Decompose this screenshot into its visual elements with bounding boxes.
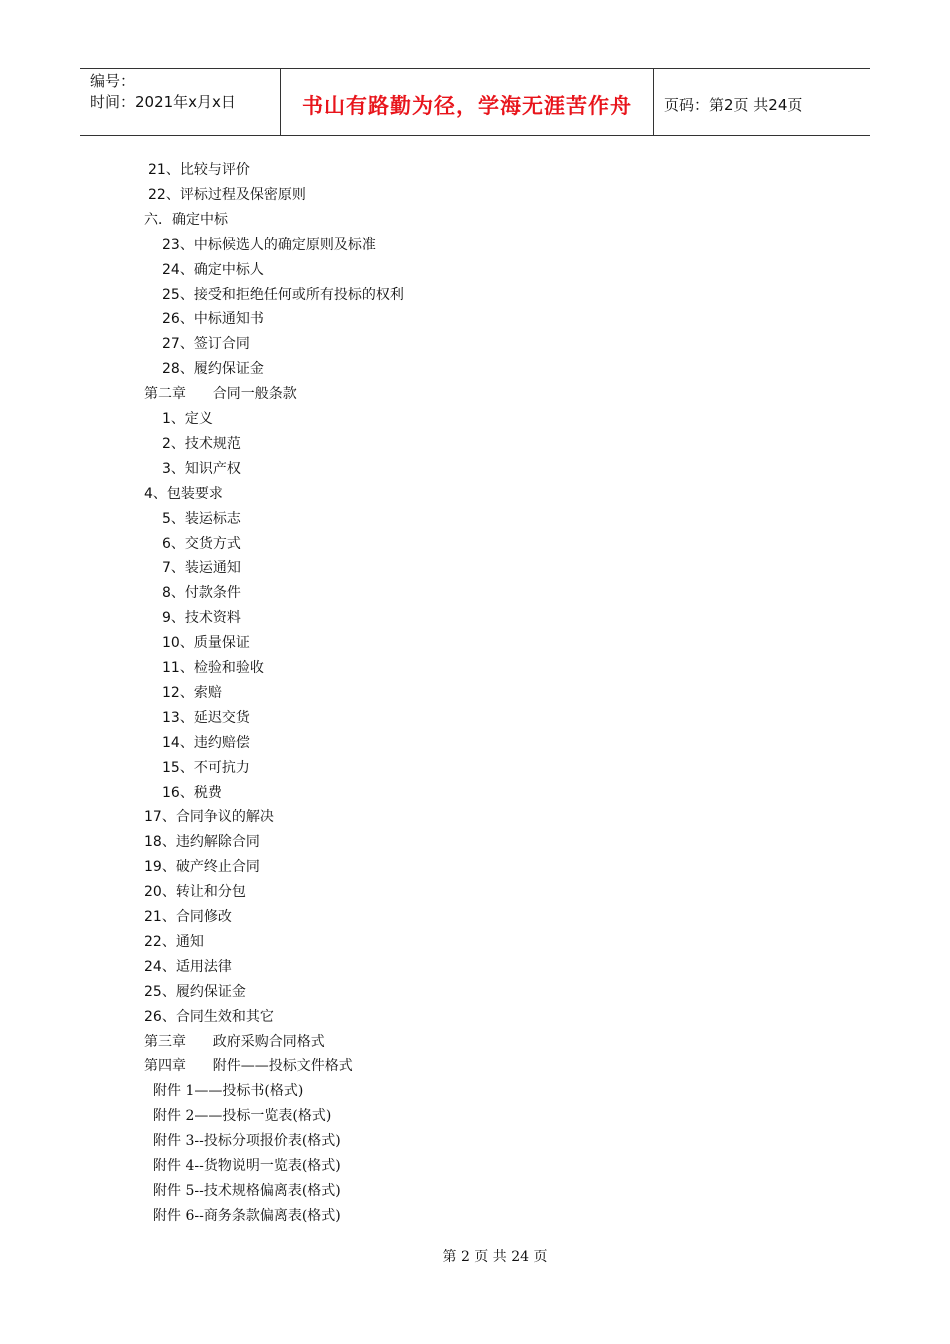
toc-item-title: 技术规范	[184, 435, 241, 452]
toc-item-number: 20	[144, 884, 162, 901]
toc-item-number: 5	[162, 510, 171, 527]
toc-item	[162, 581, 241, 605]
toc-item-title: 中标候选人的确定原则及标准	[193, 236, 376, 253]
toc-item	[144, 980, 246, 1004]
toc-item	[144, 805, 274, 829]
toc-item	[144, 855, 260, 879]
toc-item-separator: 、	[179, 361, 194, 378]
toc-item	[153, 1204, 341, 1228]
toc-item-title: 装运通知	[184, 560, 241, 577]
toc-item-number: 8	[162, 585, 171, 602]
toc-item-separator: 、	[161, 933, 176, 950]
toc-item	[148, 158, 250, 182]
toc-item	[148, 183, 306, 207]
toc-item-number: 13	[162, 709, 180, 726]
toc-item-number: 16	[162, 784, 180, 801]
toc-item-separator: 、	[170, 535, 185, 552]
toc-item-title: 付款条件	[184, 585, 241, 602]
toc-item-separator: 、	[179, 709, 194, 726]
toc-item-title: 交货方式	[184, 535, 241, 552]
toc-item	[144, 930, 204, 954]
toc-item	[162, 507, 241, 531]
toc-item-number: 3	[162, 460, 171, 477]
toc-item	[144, 382, 297, 406]
toc-item-title: 附件 1——投标书(格式)	[153, 1083, 304, 1100]
toc-item	[162, 307, 264, 331]
toc-item-title: 第四章 附件——投标文件格式	[144, 1058, 353, 1075]
toc-item-separator: 、	[179, 734, 194, 751]
toc-item-separator: 、	[179, 311, 194, 328]
toc-item-separator: 、	[170, 560, 185, 577]
toc-item-number: 26	[144, 1008, 162, 1025]
toc-item-number: 22	[148, 186, 166, 203]
toc-item-separator: 、	[179, 635, 194, 652]
toc-item	[162, 332, 250, 356]
toc-item-number: 24	[162, 261, 180, 278]
toc-item-separator: 、	[170, 510, 185, 527]
header-meta-cell	[80, 69, 281, 135]
toc-item-number: 24	[144, 958, 162, 975]
toc-item-number: 14	[162, 734, 180, 751]
toc-item-separator: 、	[170, 460, 185, 477]
toc-item-separator: 、	[179, 286, 194, 303]
toc-item-separator: 、	[161, 859, 176, 876]
toc-item-number: 17	[144, 809, 162, 826]
toc-item-title: 定义	[184, 411, 213, 427]
toc-item-title: 知识产权	[184, 460, 241, 477]
toc-item	[162, 731, 250, 755]
toc-item-number: 25	[144, 983, 162, 1000]
toc-item-title: 履约保证金	[193, 361, 264, 378]
toc-item-title: 合同生效和其它	[175, 1008, 274, 1025]
toc-item	[144, 1005, 274, 1029]
toc-item	[162, 283, 404, 307]
toc-item-title: 附件 2——投标一览表(格式)	[153, 1108, 332, 1125]
toc-item-title: 转让和分包	[175, 884, 246, 901]
toc-item	[153, 1129, 341, 1153]
toc-item	[162, 656, 264, 680]
toc-item	[162, 457, 241, 481]
toc-item	[162, 781, 222, 805]
toc-item-number: 7	[162, 560, 171, 577]
toc-item	[162, 681, 222, 705]
toc-item-separator: 、	[161, 1008, 176, 1025]
toc-item-title: 附件 6--商务条款偏离表(格式)	[153, 1207, 341, 1224]
toc-item-title: 包装要求	[166, 485, 223, 502]
toc-item-separator: 、	[179, 336, 194, 353]
page-indicator: 页码：第2页 共24页	[664, 95, 803, 114]
toc-item-number: 23	[162, 236, 180, 253]
toc-item-number: 27	[162, 336, 180, 353]
toc-item-title: 评标过程及保密原则	[179, 186, 306, 203]
toc-item	[153, 1104, 331, 1128]
toc-item-title: 装运标志	[184, 510, 241, 527]
toc-item-title: 履约保证金	[175, 983, 246, 1000]
toc-item-number: 25	[162, 286, 180, 303]
toc-item	[144, 830, 260, 854]
toc-item-separator: 、	[161, 958, 176, 975]
toc-item-title: 第二章 合同一般条款	[144, 386, 297, 403]
header-motto-cell	[281, 69, 654, 135]
toc-item	[162, 258, 264, 282]
toc-item-number: 9	[162, 610, 171, 627]
toc-item	[162, 407, 213, 431]
serial-number-label: 编号：	[90, 72, 136, 90]
toc-item-title: 质量保证	[193, 635, 250, 652]
toc-item-title: 附件 4--货物说明一览表(格式)	[153, 1158, 341, 1174]
toc-item	[153, 1179, 341, 1203]
toc-item-title: 合同争议的解决	[175, 809, 274, 826]
toc-item	[144, 955, 232, 979]
toc-item-number: 6	[162, 535, 171, 552]
toc-item-number: 1	[162, 411, 171, 427]
toc-item	[144, 1030, 325, 1054]
toc-item	[162, 606, 241, 630]
toc-item-number: 22	[144, 933, 162, 950]
toc-item	[162, 631, 250, 655]
document-header	[80, 68, 870, 136]
toc-item	[144, 1054, 353, 1078]
toc-item-title: 技术资料	[184, 610, 241, 627]
toc-item	[162, 756, 250, 780]
motto-text: 书山有路勤为径，学海无涯苦作舟	[302, 94, 632, 118]
toc-item-separator: 、	[161, 884, 176, 901]
toc-item-title: 破产终止合同	[175, 859, 260, 876]
toc-item-title: 不可抗力	[193, 759, 250, 776]
toc-item	[162, 357, 264, 381]
toc-item-separator: 、	[165, 162, 180, 178]
toc-item	[153, 1079, 303, 1103]
toc-item-separator: 、	[161, 809, 176, 826]
toc-item-number: 19	[144, 859, 162, 876]
date-label: 时间：2021年x月x日	[90, 93, 236, 111]
toc-item-title: 检验和验收	[193, 660, 264, 676]
toc-item-number: 18	[144, 834, 162, 851]
toc-item-title: 签订合同	[193, 336, 250, 353]
toc-item	[144, 905, 232, 929]
toc-item	[144, 880, 246, 904]
toc-item-separator: 、	[161, 909, 176, 925]
toc-item-number: 10	[162, 635, 180, 652]
toc-item-title: 比较与评价	[179, 162, 250, 178]
toc-item-separator: 、	[179, 784, 194, 801]
toc-item-separator: 、	[170, 411, 185, 427]
toc-item-title: 六．确定中标	[144, 211, 228, 228]
toc-item	[153, 1154, 341, 1178]
toc-item-number: 4	[144, 485, 153, 502]
toc-item	[162, 556, 241, 580]
toc-item-title: 延迟交货	[193, 709, 250, 726]
toc-item-separator: 、	[179, 660, 194, 676]
toc-item-title: 违约解除合同	[175, 834, 260, 851]
toc-item-separator: 、	[170, 610, 185, 627]
toc-item-separator: 、	[179, 759, 194, 776]
toc-item-title: 税费	[193, 784, 222, 801]
toc-item	[162, 532, 241, 556]
toc-item-number: 12	[162, 684, 180, 701]
toc-item-title: 第三章 政府采购合同格式	[144, 1033, 325, 1050]
toc-item-separator: 、	[161, 834, 176, 851]
toc-item-separator: 、	[179, 261, 194, 278]
toc-item-number: 28	[162, 361, 180, 378]
page-footer: 第 2 页 共 24 页	[442, 1249, 548, 1265]
toc-item-title: 确定中标人	[193, 261, 264, 278]
toc-item-number: 21	[144, 909, 162, 925]
toc-item-title: 接受和拒绝任何或所有投标的权利	[193, 286, 404, 303]
toc-item	[162, 432, 241, 456]
toc-item	[162, 233, 376, 257]
toc-item-title: 附件 3--投标分项报价表(格式)	[153, 1133, 341, 1150]
toc-item-separator: 、	[170, 585, 185, 602]
toc-item-title: 通知	[175, 933, 204, 950]
toc-item-title: 索赔	[193, 684, 222, 701]
toc-item-number: 2	[162, 435, 171, 452]
toc-item-number: 21	[148, 162, 166, 178]
toc-item-number: 15	[162, 759, 180, 776]
toc-item-number: 11	[162, 660, 180, 676]
toc-item-title: 违约赔偿	[193, 734, 250, 751]
toc-item	[144, 482, 223, 506]
toc-item	[144, 208, 228, 232]
toc-item-title: 中标通知书	[193, 311, 264, 328]
toc-item-title: 附件 5--技术规格偏离表(格式)	[153, 1182, 341, 1199]
toc-item-separator: 、	[179, 684, 194, 701]
toc-item-separator: 、	[161, 983, 176, 1000]
toc-item-separator: 、	[170, 435, 185, 452]
toc-item-separator: 、	[165, 186, 180, 203]
header-page-cell	[654, 69, 870, 135]
toc-item-separator: 、	[152, 485, 167, 502]
toc-item-separator: 、	[179, 236, 194, 253]
toc-item	[162, 706, 250, 730]
toc-item-number: 26	[162, 311, 180, 328]
toc-item-title: 适用法律	[175, 958, 232, 975]
toc-item-title: 合同修改	[175, 909, 232, 925]
